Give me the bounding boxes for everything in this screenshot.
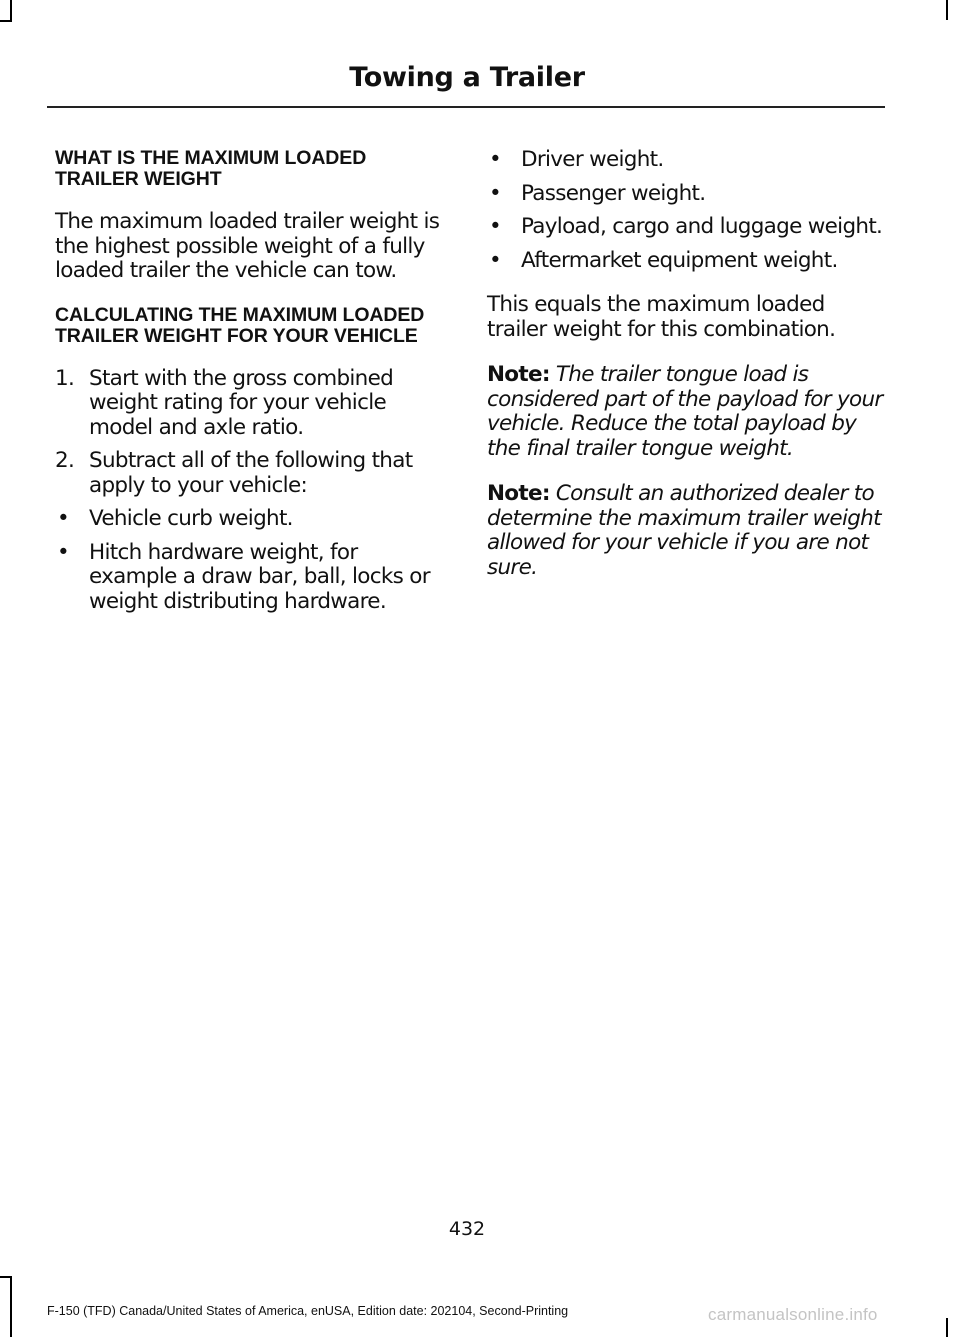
edition-footer: F-150 (TFD) Canada/United States of America, enUSA, Edition date: 202104, Second-Printing <box>47 1304 569 1318</box>
bullet-item <box>487 148 887 173</box>
bullet-item <box>55 541 450 615</box>
numbered-step <box>55 367 450 441</box>
step-text: Subtract all of the following that apply to your vehicle: <box>89 448 413 498</box>
watermark: carmanualsonline.info <box>708 1305 878 1324</box>
header-divider <box>47 106 885 108</box>
crop-mark-bottom-right <box>946 1318 948 1337</box>
bullet-icon: • <box>489 180 501 206</box>
note-tongue-load <box>487 363 887 461</box>
page-title: Towing a Trailer <box>349 62 585 93</box>
bullet-icon: • <box>57 506 69 531</box>
step-text: Start with the gross combined weight rating for your vehicle model and axle ratio. <box>89 365 394 440</box>
note-text: Consult an authorized dealer to determine the maximum trailer weight allowed for your vehicle if you are not sure. <box>487 481 881 580</box>
bullet-item <box>487 215 887 240</box>
bullet-text: Driver weight. <box>521 147 664 172</box>
bullet-item <box>487 249 887 274</box>
bullet-text: Passenger weight. <box>521 180 706 206</box>
step-number: 2. <box>55 448 75 473</box>
bullet-item <box>55 507 450 532</box>
step-number: 1. <box>55 365 75 391</box>
crop-mark-top-left-h <box>0 20 12 22</box>
bullet-text: Vehicle curb weight. <box>89 506 293 531</box>
page-number: 432 <box>448 1218 486 1240</box>
section-heading-calculating: CALCULATING THE MAXIMUM LOADED TRAILER WEIGHT FOR YOUR VEHICLE <box>55 303 425 347</box>
crop-mark-top-left <box>10 0 12 20</box>
crop-mark-bottom-left-h <box>0 1276 12 1278</box>
crop-mark-bottom-left <box>10 1276 12 1337</box>
right-column <box>487 148 887 601</box>
numbered-step <box>55 449 450 498</box>
section-heading-max-loaded-weight: WHAT IS THE MAXIMUM LOADED TRAILER WEIGHT <box>55 147 367 190</box>
bullet-item <box>487 182 887 207</box>
left-column <box>55 148 450 623</box>
note-label: Note: <box>487 362 550 387</box>
paragraph-combination-result: This equals the maximum loaded trailer weight for this combination. <box>487 292 836 342</box>
bullet-icon: • <box>489 214 501 239</box>
bullet-text: Aftermarket equipment weight. <box>521 247 838 273</box>
bullet-icon: • <box>489 247 501 273</box>
bullet-icon: • <box>57 539 69 565</box>
note-consult-dealer <box>487 482 887 580</box>
bullet-text: Hitch hardware weight, for example a draw bar, ball, locks or weight distributing hardware. <box>89 539 430 614</box>
bullet-text: Payload, cargo and luggage weight. <box>521 214 883 239</box>
bullet-icon: • <box>489 147 501 172</box>
note-text: The trailer tongue load is considered part of the payload for your vehicle. Reduce the total payload by the final trailer tongue weight. <box>487 362 883 461</box>
crop-mark-top-right <box>946 0 948 20</box>
paragraph-max-loaded-definition: The maximum loaded trailer weight is the highest possible weight of a fully loaded trailer the vehicle can tow. <box>55 209 440 283</box>
note-label: Note: <box>487 481 550 506</box>
